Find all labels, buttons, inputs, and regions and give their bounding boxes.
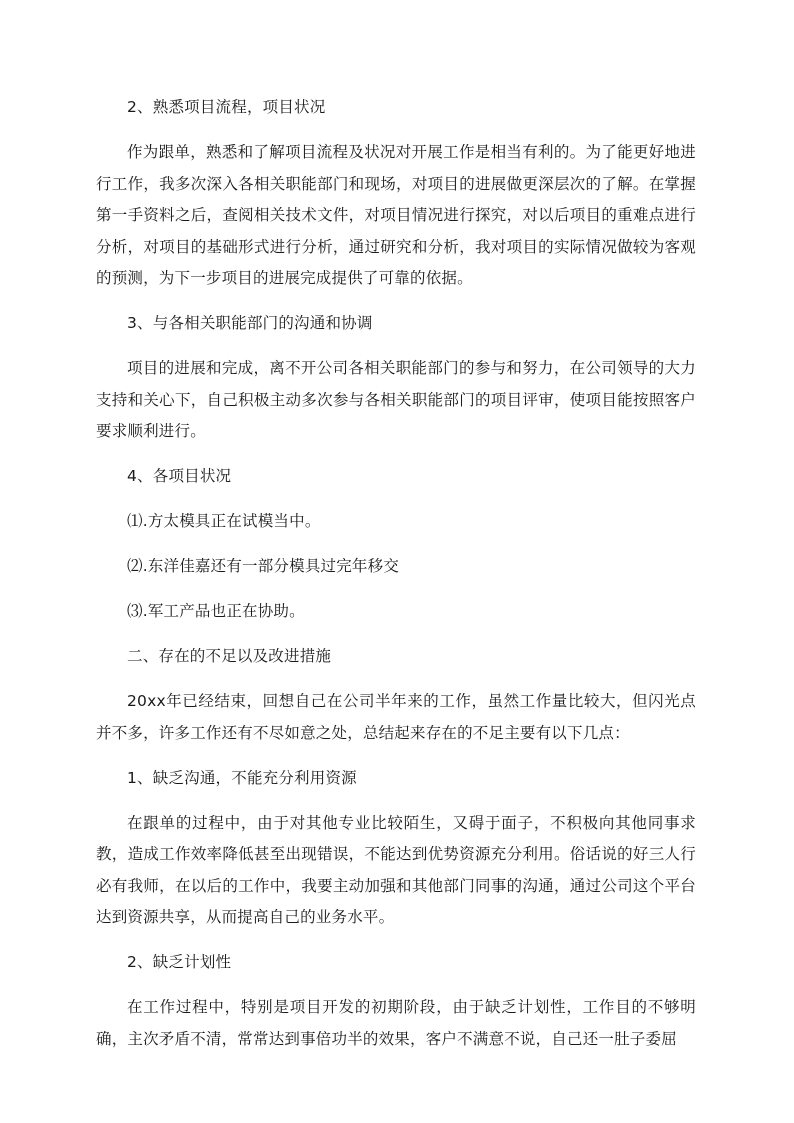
section-heading: 4、各项目状况 [127,467,232,485]
list-item: ⑶.军工产品也正在协助。 [127,602,305,620]
section-heading: 二、存在的不足以及改进措施 [127,647,332,665]
section-heading: 2、缺乏计划性 [127,953,232,971]
section-heading: 2、熟悉项目流程，项目状况 [127,98,326,116]
body-paragraph: 作为跟单，熟悉和了解项目流程及状况对开展工作是相当有利的。为了能更好地进行工作，我多次深入各相关职能部门和现场，对项目的进展做更深层次的了解。在掌握第一手资料之后，查阅相关技术文件，对项目情况进行探究，对以后项目的重难点进行分析，对项目的基础形式进行分析，通过研究和分析，我对项目的实际情况做较为客观的预测，为下一步项目的进展完成提供了可靠的依据。 [96,143,696,287]
body-paragraph: 项目的进展和完成，离不开公司各相关职能部门的参与和努力，在公司领导的大力支持和关心下，自己积极主动多次参与各相关职能部门的项目评审，使项目能按照客户要求顺利进行。 [96,359,696,440]
list-item: ⑵.东洋佳嘉还有一部分模具过完年移交 [127,557,400,575]
body-paragraph: 在跟单的过程中，由于对其他专业比较陌生，又碍于面子，不积极向其他同事求教，造成工作效率降低甚至出现错误，不能达到优势资源充分利用。俗话说的好三人行必有我师，在以后的工作中，我要主动加强和其他部门同事的沟通，通过公司这个平台达到资源共享，从而提高自己的业务水平。 [96,813,696,926]
section-heading: 3、与各相关职能部门的沟通和协调 [127,314,373,332]
body-paragraph: 20xx年已经结束，回想自己在公司半年来的工作，虽然工作量比较大，但闪光点并不多，许多工作还有不尽如意之处，总结起来存在的不足主要有以下几点： [96,692,696,742]
document-body [96,92,696,1069]
section-heading: 1、缺乏沟通，不能充分利用资源 [127,768,357,787]
body-paragraph: 在工作过程中，特别是项目开发的初期阶段，由于缺乏计划性，工作目的不够明确，主次矛盾不清，常常达到事倍功半的效果，客户不满意不说，自己还一肚子委屈 [96,998,696,1048]
list-item: ⑴.方太模具正在试模当中。 [127,512,321,530]
